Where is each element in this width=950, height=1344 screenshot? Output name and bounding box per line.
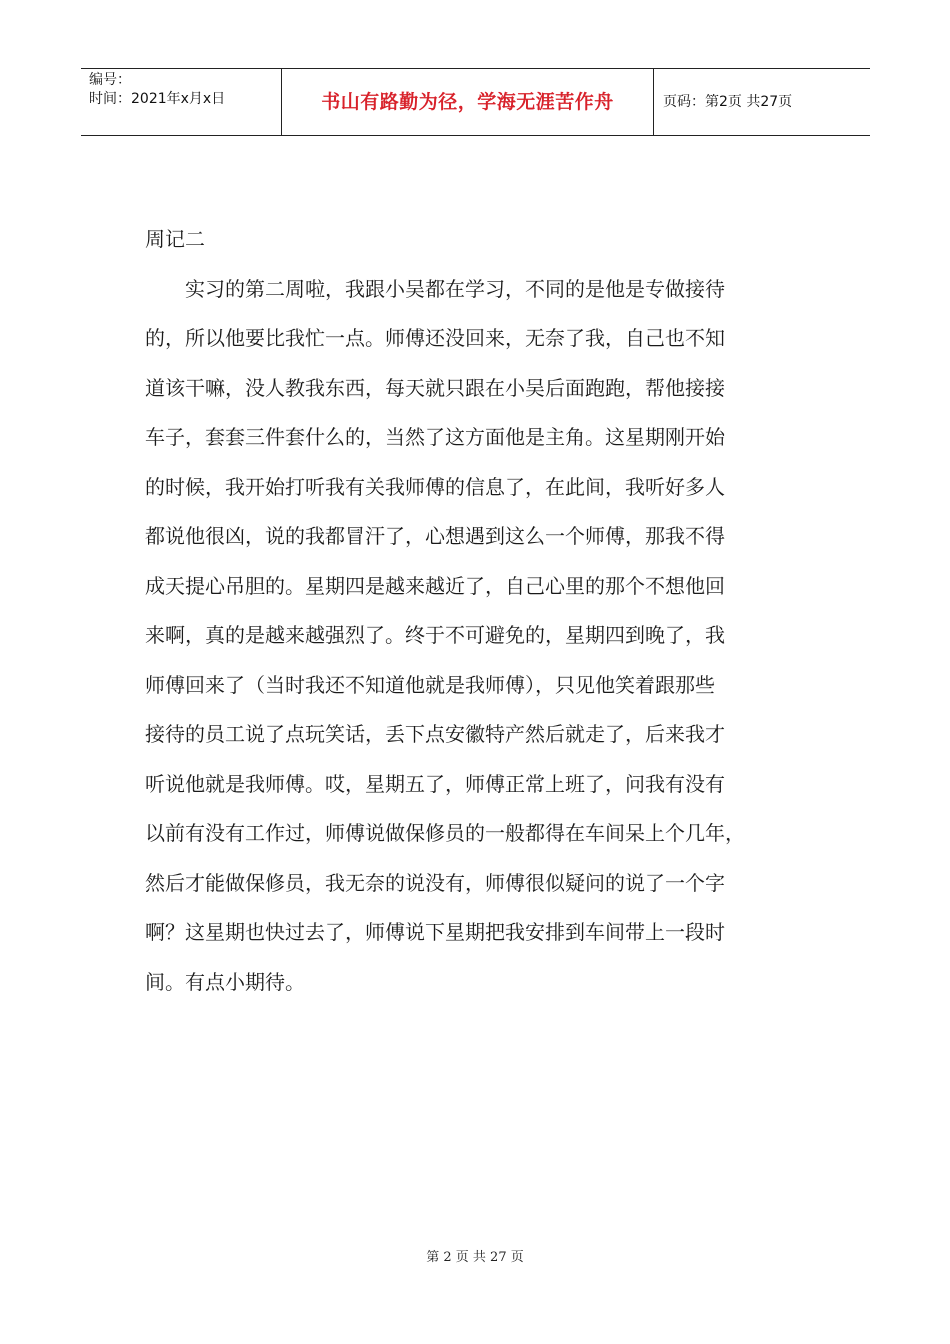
header-page-info: 页码：第2页 共27页 <box>663 94 793 110</box>
body-line: 接待的员工说了点玩笑话，丢下点安徽特产然后就走了，后来我才 <box>145 722 725 746</box>
header-divider-right <box>653 69 654 136</box>
header-meta <box>89 71 279 109</box>
body-line: 以前有没有工作过，师傅说做保修员的一般都得在车间呆上个几年， <box>145 821 745 845</box>
body-line: 师傅回来了（当时我还不知道他就是我师傅），只见他笑着跟那些 <box>145 672 715 697</box>
body-line: 然后才能做保修员，我无奈的说没有，师傅很似疑问的说了一个字 <box>145 870 725 895</box>
header-motto: 书山有路勤为径，学海无涯苦作舟 <box>321 91 614 113</box>
body-line: 车子，套套三件套什么的，当然了这方面他是主角。这星期刚开始 <box>145 425 725 449</box>
body-line: 成天提心吊胆的。星期四是越来越近了，自己心里的那个不想他回 <box>145 573 725 598</box>
body-line: 来啊，真的是越来越强烈了。终于不可避免的，星期四到晚了，我 <box>145 623 725 647</box>
body-line: 的，所以他要比我忙一点。师傅还没回来，无奈了我，自己也不知 <box>145 326 725 350</box>
body-line: 听说他就是我师傅。哎，星期五了，师傅正常上班了，问我有没有 <box>145 771 725 796</box>
body-line: 道该干嘛，没人教我东西，每天就只跟在小吴后面跑跑，帮他接接 <box>145 375 725 400</box>
document-body <box>145 215 810 1007</box>
body-line: 的时候，我开始打听我有关我师傅的信息了，在此间，我听好多人 <box>145 474 725 499</box>
body-line: 实习的第二周啦，我跟小吴都在学习，不同的是他是专做接待 <box>145 276 725 301</box>
page-footer: 第 2 页 共 27 页 <box>426 1250 524 1265</box>
body-line: 啊？这星期也快过去了，师傅说下星期把我安排到车间带上一段时 <box>145 920 725 944</box>
page-header <box>81 68 870 136</box>
document-number-label: 编号： <box>89 72 131 88</box>
body-line: 间。有点小期待。 <box>145 969 305 994</box>
body-line: 都说他很凶，说的我都冒汗了，心想遇到这么一个师傅，那我不得 <box>145 524 725 548</box>
document-title: 周记二 <box>145 227 205 251</box>
document-time-label: 时间：2021年x月x日 <box>89 91 226 107</box>
